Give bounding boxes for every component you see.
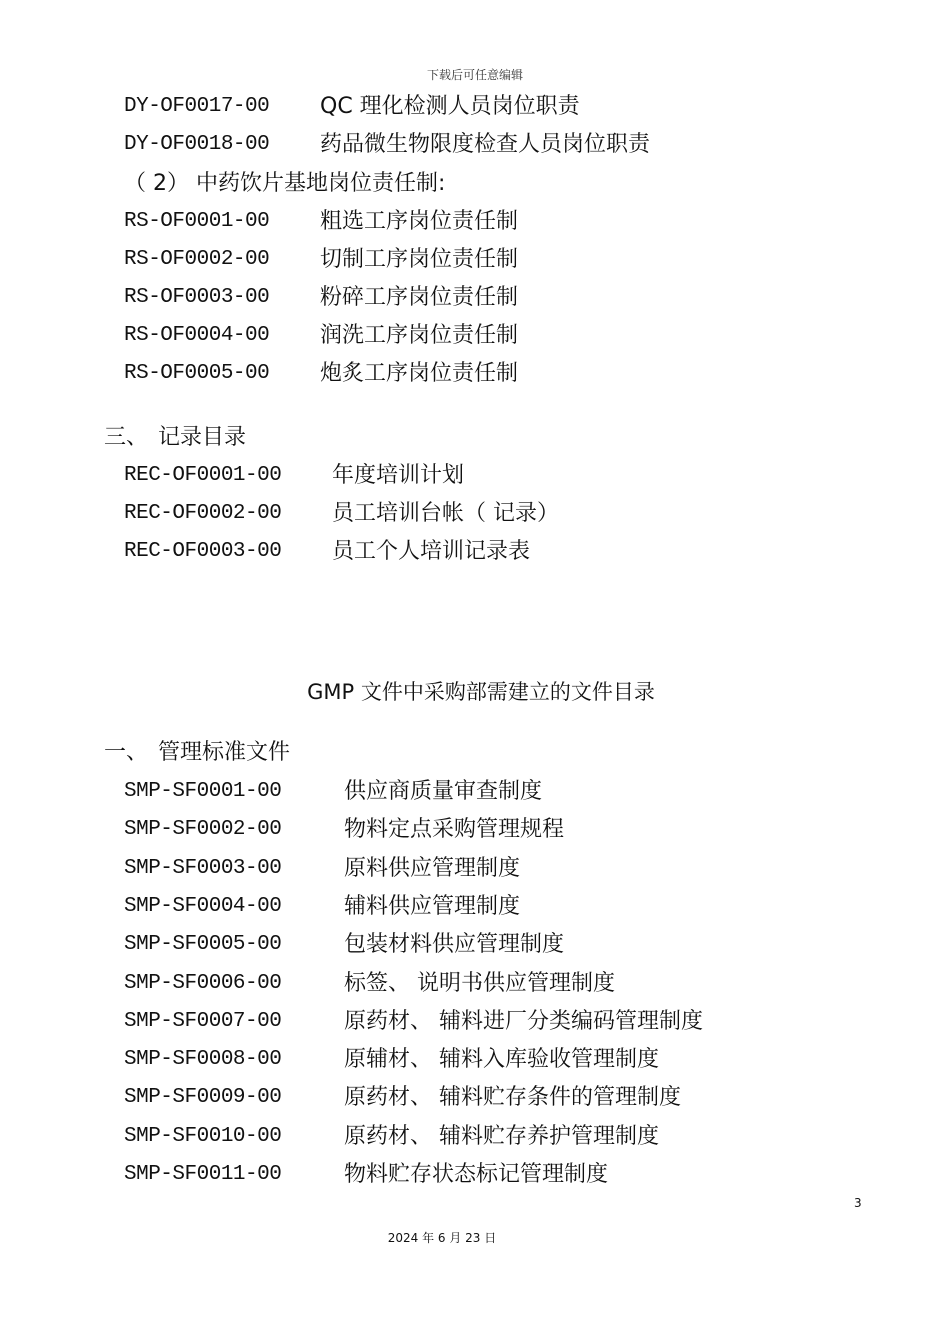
doc-code: SMP-SF0001-00 — [124, 780, 282, 803]
doc-code: RS-OF0004-00 — [124, 324, 270, 347]
doc-code: SMP-SF0008-00 — [124, 1048, 282, 1072]
doc-code: SMP-SF0007-00 — [124, 1009, 282, 1033]
doc-code: SMP-SF0002-00 — [124, 818, 282, 842]
doc-title: 原辅材、 辅料入库验收管理制度 — [344, 1047, 659, 1073]
section-number: 三、 — [104, 425, 149, 450]
section-title: 记录目录 — [158, 425, 247, 450]
doc-title: 标签、 说明书供应管理制度 — [344, 970, 615, 996]
doc-title: 原料供应管理制度 — [344, 855, 521, 881]
doc-code: SMP-SF0006-00 — [124, 971, 282, 995]
doc-title: 粗选工序岗位责任制 — [320, 209, 519, 234]
doc-title: 药品微生物限度检查人员岗位职责 — [320, 132, 651, 157]
doc-code: SMP-SF0003-00 — [124, 856, 282, 880]
doc-code: REC-OF0002-00 — [124, 502, 282, 525]
doc-title: 原药材、 辅料贮存养护管理制度 — [344, 1123, 659, 1149]
doc-code: SMP-SF0005-00 — [124, 933, 282, 957]
doc-title: 粉碎工序岗位责任制 — [320, 285, 519, 310]
doc-title: 年度培训计划 — [332, 463, 465, 488]
doc-code: SMP-SF0011-00 — [124, 1163, 282, 1186]
doc-title: 辅料供应管理制度 — [344, 893, 521, 919]
doc-title: 员工个人培训记录表 — [332, 539, 531, 564]
doc-code: DY-OF0018-00 — [124, 133, 270, 156]
doc-code: RS-OF0002-00 — [124, 248, 270, 271]
doc-code: RS-OF0001-00 — [124, 210, 270, 233]
doc-code: REC-OF0003-00 — [124, 540, 282, 563]
doc-title: 炮炙工序岗位责任制 — [320, 361, 519, 386]
doc-code: SMP-SF0004-00 — [124, 894, 282, 918]
doc-title: 切制工序岗位责任制 — [320, 247, 519, 272]
doc-title: 物料定点采购管理规程 — [344, 817, 565, 843]
doc-code: RS-OF0005-00 — [124, 362, 270, 385]
doc-title: 供应商质量审查制度 — [344, 779, 543, 804]
doc-title: 员工培训台帐（ 记录） — [332, 501, 559, 526]
doc-title: QC 理化检测人员岗位职责 — [320, 94, 580, 119]
doc-title: 润洗工序岗位责任制 — [320, 323, 519, 348]
doc-code: DY-OF0017-00 — [124, 95, 270, 118]
page-header: 下载后可任意编辑 — [426, 68, 523, 82]
doc-code: REC-OF0001-00 — [124, 464, 282, 487]
page-number: 3 — [854, 1196, 862, 1210]
doc-code: RS-OF0003-00 — [124, 286, 270, 309]
footer-date: 2024 年 6 月 23 日 — [387, 1231, 497, 1245]
gmp-section-title: GMP 文件中采购部需建立的文件目录 — [307, 680, 655, 704]
doc-code: SMP-SF0010-00 — [124, 1124, 282, 1148]
doc-title: 物料贮存状态标记管理制度 — [344, 1162, 609, 1187]
doc-title: 包装材料供应管理制度 — [344, 932, 565, 958]
doc-title: 原药材、 辅料贮存条件的管理制度 — [344, 1085, 681, 1111]
doc-title: 原药材、 辅料进厂分类编码管理制度 — [344, 1008, 703, 1034]
section-number: 一、 — [104, 740, 149, 765]
section-title: 管理标准文件 — [158, 740, 291, 765]
doc-code: SMP-SF0009-00 — [124, 1086, 282, 1110]
